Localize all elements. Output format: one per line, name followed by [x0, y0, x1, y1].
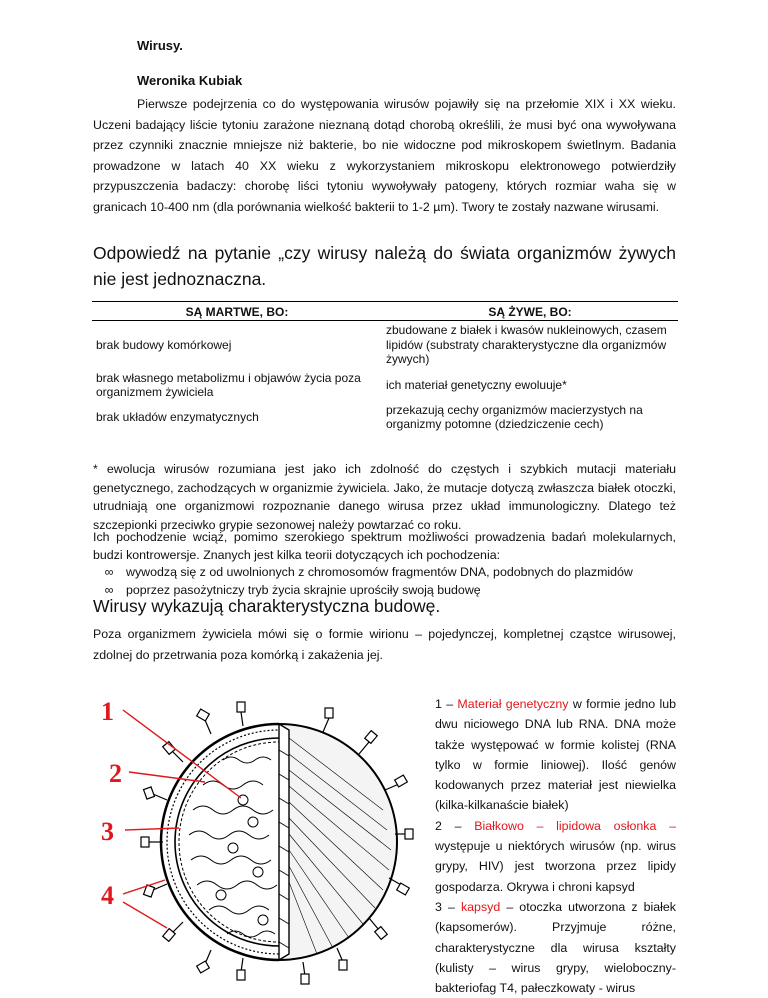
table-cell-alive: przekazują cechy organizmów macierzystych na organizmy potomne (dziedziczenie cech): [386, 402, 643, 431]
intro-paragraph: Pierwsze podejrzenia co do występowania wirusów pojawiły się na przełomie XIX i XX wieku. Uczeni badający liście tytoniu zarażone nieznaną dotąd chorobą określili, że musi być ona wywoływana przez czynniki znacznie mniejsze niż bakterie, bo nie widoczne pod mikroskopem świetlnym. Badania prowadzone w latach 40 XX wieku z wykorzystaniem mikroskopu elektronowego potwierdziły przypuszczenia badaczy: chorobę liści tytoniu wywoływały patogeny, których rozmiar waha się w granicach 10-400 nm (dla porównania wielkość bakterii to 1-2 µm). Twory te zostały nazwane wirusami.: [93, 97, 676, 214]
table-cell-dead: brak własnego metabolizmu i objawów życia poza organizmem żywiciela: [96, 370, 361, 399]
description-item-1: [435, 697, 676, 812]
term-genetic-material: Materiał genetyczny: [457, 697, 569, 711]
origin-theories-list: [100, 564, 633, 599]
section-heading-structure: Wirusy wykazują charakterystyczna budowę.: [93, 596, 441, 616]
item-text: w formie jedno lub dwu niciowego DNA lub RNA. DNA może także występować w formie kolistej (RNA tylko w formie liniowej). Ilość genów kodowanych przez materiał jest niewielka (kilka-kilkanaście białek): [435, 697, 676, 813]
infinity-bullet-icon: ∞: [104, 582, 114, 597]
table-cell-dead: brak budowy komórkowej: [96, 337, 232, 352]
item-text: – otoczka utworzona z białek (kapsomerów). Przyjmuje różne, charakterystyczne dla wirusa kształty (kulisty – wirus grypy, wieloboczny- bakteriofag T4, pałeczkowaty - wirus: [435, 899, 677, 996]
list-item: [100, 564, 633, 582]
capsid-surface: [279, 724, 397, 960]
description-item-3: [435, 900, 676, 995]
surface-spikes: [141, 702, 245, 980]
diagram-label-4: 4: [101, 881, 114, 910]
list-item-text: poprzez pasożytniczy tryb życia skrajnie uprościły swoją budowę: [126, 582, 481, 597]
genetic-material: [189, 757, 277, 937]
origin-paragraph: Ich pochodzenie wciąż, pomimo szerokiego spektrum możliwości prowadzenia badań molekularnych, budzi kontrowersje. Znanych jest kilka teorii dotyczących ich pochodzenia:: [93, 530, 676, 562]
table-row: [92, 401, 678, 433]
structure-description: [435, 694, 676, 998]
section-heading-living: Odpowiedź na pytanie „czy wirusy należą do świata organizmów żywych nie jest jednoznaczna.: [93, 243, 676, 289]
term-envelope: Białkowo – lipidowa osłonka –: [474, 818, 677, 833]
document-title: Wirusy.: [137, 38, 183, 53]
diagram-label-2: 2: [109, 759, 122, 788]
infinity-bullet-icon: ∞: [104, 565, 114, 579]
table-cell-dead: brak układów enzymatycznych: [96, 409, 259, 424]
table-cell-alive: ich materiał genetyczny ewoluuje*: [386, 377, 567, 392]
virus-structure-diagram: [93, 690, 415, 990]
virion-paragraph: Poza organizmem żywiciela mówi się o formie wirionu – pojedynczej, kompletnej cząstce wirusowej, zdolnej do przetrwania poza komórką i zakażenia jej.: [93, 627, 676, 662]
item-text: występuje u niektórych wirusów (np. wirus grypy, HIV) jest tworzona przez lipidy gospodarza. Okrywa i chroni kapsyd: [435, 839, 676, 894]
list-item-text: wywodzą się z od uwolnionych z chromosomów fragmentów DNA, podobnych do plazmidów: [126, 565, 633, 579]
author-name: Weronika Kubiak: [137, 73, 243, 88]
comparison-table: [92, 301, 678, 433]
table-row: [92, 321, 678, 370]
item-number: 2 –: [435, 818, 475, 833]
table-row: [92, 369, 678, 401]
description-item-2: [435, 819, 676, 894]
table-cell-alive: zbudowane z białek i kwasów nukleinowych, czasem lipidów (substraty charakterystyczne dla organizmów żywych): [386, 323, 667, 367]
table-header-dead: SĄ MARTWE, BO:: [92, 302, 382, 321]
diagram-label-3: 3: [101, 817, 114, 846]
item-number: 3 –: [435, 899, 461, 914]
diagram-label-1: 1: [101, 697, 114, 726]
term-capsid: kapsyd: [460, 899, 501, 914]
evolution-footnote: * ewolucja wirusów rozumiana jest jako ich zdolność do częstych i szybkich mutacji materiału genetycznego, zachodzących w organizmie żywiciela. Jako, że mutacje dotyczą zwłaszcza białek otoczki, utrudniają one organizmowi rozpoznanie danego wirusa przez układ immunologiczny. Dlatego też szczepionki przeciwko grypie sezonowej należy powtarzać co roku.: [93, 462, 676, 532]
item-number: 1 –: [435, 697, 458, 711]
table-header-alive: SĄ ŻYWE, BO:: [382, 302, 678, 321]
